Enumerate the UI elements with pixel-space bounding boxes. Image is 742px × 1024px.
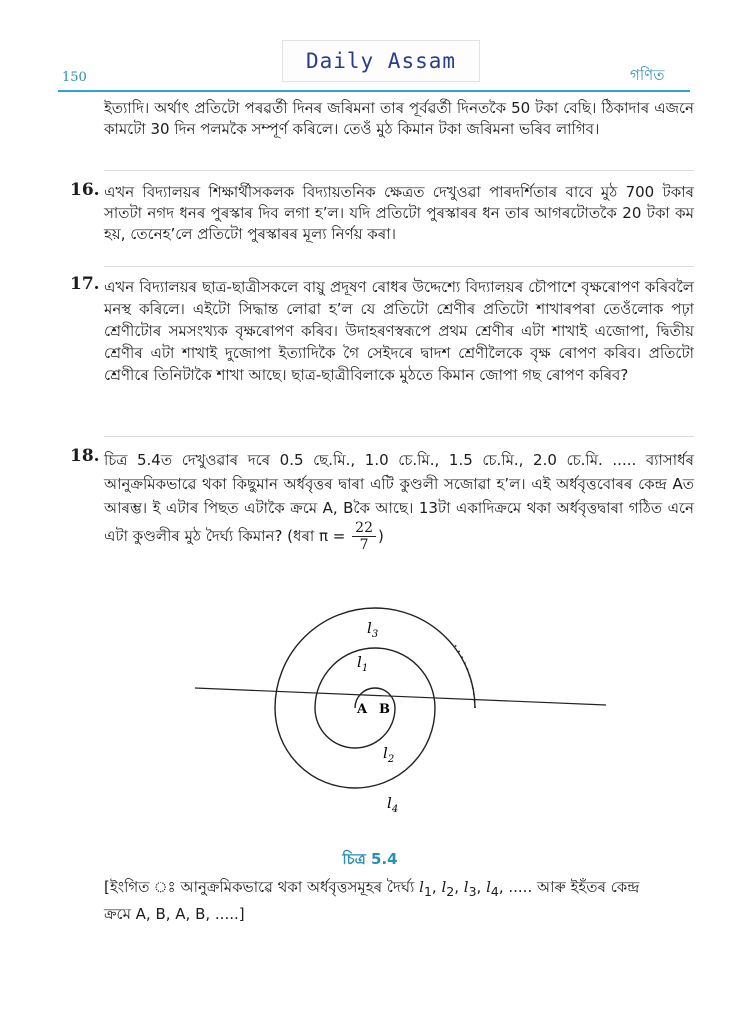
problem-17-text: এখন বিদ্যালয়ৰ ছাত্ৰ-ছাত্ৰীসকলে বায়ু প্ৰদূষণ ৰোধৰ উদ্দেশ্যে বিদ্যালয়ৰ চৌপাশে বৃক্ষৰোপণ কৰিবলৈ মনস্থ কৰিলে। এইটো সিদ্ধান্ত লোৱা হ’ল যে প্ৰতিটো শ্ৰেণীৰ প্ৰতিটো শাখাৰপৰা তেওঁলোক পঢ়া শ্ৰেণীটোৰ সমসংখ্যক বৃক্ষৰোপণ কৰিব। উদাহৰণস্বৰূপে প্ৰথম শ্ৰেণীৰ এটা শাখাই এজোপা, দ্বিতীয় শ্ৰেণীৰ এটা শাখাই দুজোপা ইত্যাদিকৈ গৈ সেইদৰে দ্বাদশ শ্ৰেণীলৈকে বৃক্ষ ৰোপণ কৰিব। প্ৰতিটো শ্ৰেণীৰে তিনিটাকৈ শাখা আছে। ছাত্ৰ-ছাত্ৰীবিলাকে মুঠতে কিমান জোপা গছ ৰোপণ কৰিব? bbox=[104, 278, 694, 384]
label-A: A bbox=[357, 702, 368, 717]
label-l1: $l_1$ bbox=[357, 653, 369, 674]
hint-prefix: [ইংগিত ঃ আনুক্ৰমিকভাৱে থকা অৰ্ধবৃত্তসমূহৰ দৈৰ্ঘ্য bbox=[104, 878, 415, 896]
problem-number-17: 17. bbox=[70, 274, 100, 294]
chapter-title: গণিত bbox=[630, 66, 665, 84]
fraction-denominator: 7 bbox=[359, 537, 369, 553]
label-l2: $l_2$ bbox=[383, 744, 395, 765]
header-rule bbox=[58, 90, 690, 92]
hint-suffix: ক্ৰমে A, B, A, B, .....] bbox=[104, 905, 245, 923]
spiral-semicircle-figure bbox=[0, 600, 742, 840]
page-number: 150 bbox=[62, 70, 87, 85]
label-l4: $l_4$ bbox=[387, 794, 399, 815]
problem-18-text bbox=[104, 448, 694, 553]
hint-text: [ইংগিত ঃ আনুক্ৰমিকভাৱে থকা অৰ্ধবৃত্তসমূহৰ দৈৰ্ঘ্য $l_1$, $l_2$, $l_3$, $l_4$, ..... আৰু ইহঁতৰ কেন্দ্ৰ ক্ৰমে A, B, A, B, .....] bbox=[104, 878, 640, 923]
problem-18-body: চিত্ৰ 5.4ত দেখুওৱাৰ দৰে 0.5 ছে.মি., 1.0 চে.মি., 1.5 চে.মি., 2.0 চে.মি. ..... ব্যাসাৰ্ধৰ আনুক্ৰমিকভাৱে থকা কিছুমান অৰ্ধবৃত্তৰ দ্বাৰা এটি কুণ্ডলী সজোৱা হ’ল। এই অৰ্ধবৃত্তবোৰৰ কেন্দ্ৰ Aত আৰম্ভ। ই এটাৰ পিছত এটাকৈ ক্ৰমে A, Bকৈ আছে। 13টা একাদিক্ৰমে থকা অৰ্ধবৃত্তদ্বাৰা গঠিত এনে এটা কুণ্ডলীৰ মুঠ দৈৰ্ঘ্য কিমান? (ধৰা π = bbox=[104, 451, 694, 545]
divider bbox=[104, 170, 694, 171]
hint-middle: , ..... আৰু ইহঁতৰ কেন্দ্ৰ bbox=[498, 878, 640, 896]
divider bbox=[104, 436, 694, 437]
problem-15-continuation: ইত্যাদি। অৰ্থাৎ প্ৰতিটো পৰৱৰ্তী দিনৰ জৰিমনা তাৰ পূৰ্বৱৰ্তী দিনতকৈ 50 টকা বেছি। ঠিকাদাৰ এজনে কামটো 30 দিন পলমকৈ সম্পূৰ্ণ কৰিলে। তেওঁ মুঠ কিমান টকা জৰিমনা ভৰিব লাগিব। bbox=[104, 99, 694, 138]
label-B: B bbox=[379, 702, 390, 717]
figure-caption: চিত্ৰ 5.4 bbox=[342, 850, 398, 868]
divider bbox=[104, 266, 694, 267]
problem-number-16: 16. bbox=[70, 180, 100, 200]
horizontal-axis-line bbox=[195, 688, 606, 705]
label-l3: $l_3$ bbox=[367, 619, 379, 640]
watermark-stamp: Daily Assam bbox=[282, 40, 480, 82]
problem-18-tail: ) bbox=[378, 527, 384, 545]
problem-number-18: 18. bbox=[70, 446, 100, 466]
fraction-numerator: 22 bbox=[352, 520, 376, 537]
problem-16-text: এখন বিদ্যালয়ৰ শিক্ষাৰ্থীসকলক বিদ্যায়তনিক ক্ষেত্ৰত দেখুওৱা পাৰদৰ্শিতাৰ বাবে মুঠ 700 টকাৰ সাতটা নগদ ধনৰ পুৰস্কাৰ দিব লগা হ’ল। যদি প্ৰতিটো পুৰস্কাৰৰ ধন তাৰ আগৰটোতকৈ 20 টকা কম হয়, তেনেহ’লে প্ৰতিটো পুৰস্কাৰৰ মূল্য নিৰ্ণয় কৰা। bbox=[104, 183, 694, 243]
pi-fraction bbox=[352, 520, 376, 553]
